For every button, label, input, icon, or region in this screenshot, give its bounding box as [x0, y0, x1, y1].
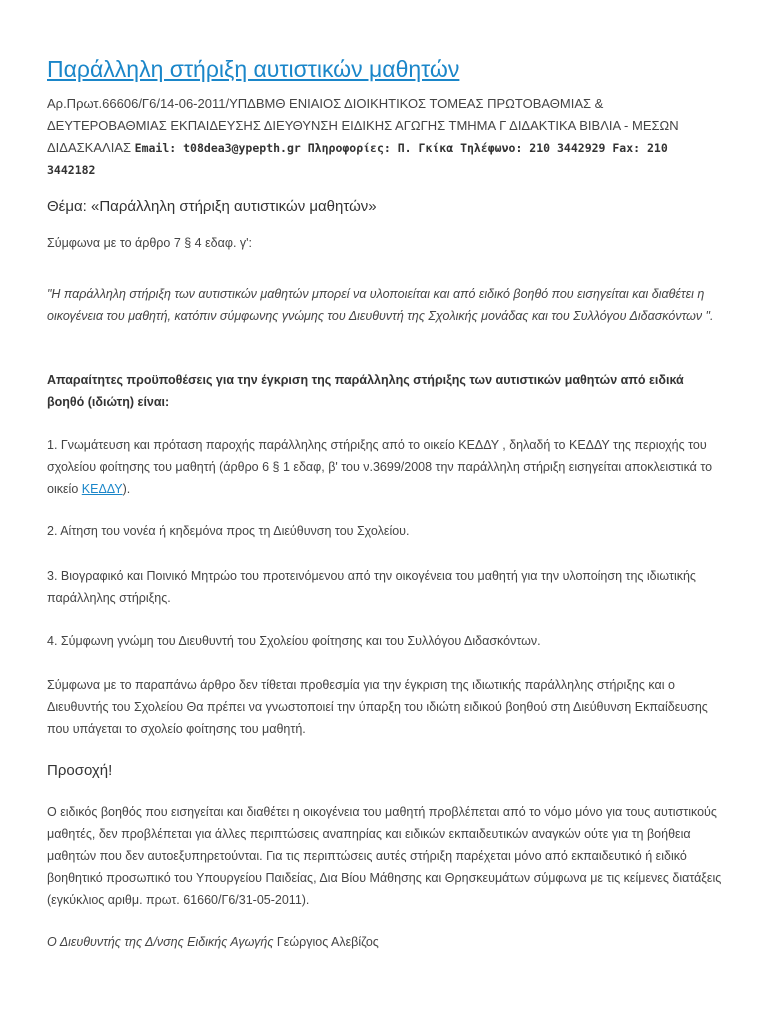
requirement-item-3: 3. Βιογραφικό και Ποινικό Μητρώο του προτεινόμενου από την οικογένεια του μαθητή για την υλοποίηση της ιδιωτικής παράλληλης στήριξης.	[47, 569, 696, 605]
protocol-text: Αρ.Πρωτ.66606/Γ6/14-06-2011/ΥΠΔΒΜΘ ΕΝΙΑΙΟΣ ΔΙΟΙΚΗΤΙΚΟΣ ΤΟΜΕΑΣ ΠΡΩΤΟΒΑΘΜΙΑΣ & ΔΕΥΤΕΡΟΒΑΘΜΙΑΣ ΕΚΠΑΙΔΕΥΣΗΣ ΔΙΕΥΘΥΝΣΗ ΕΙΔΙΚΗΣ ΑΓΩΓΗΣ ΤΜΗΜΑ Γ ΔΙΔΑΚΤΙΚΑ ΒΙΒΛΙΑ - ΜΕΣΩΝ ΔΙΔΑΣΚΑΛΙΑΣ	[47, 96, 679, 155]
according-text: Σύμφωνα με το άρθρο 7 § 4 εδαφ. γ':	[47, 236, 253, 250]
signature-role: Ο Διευθυντής της Δ/νσης Ειδικής Αγωγής	[47, 935, 274, 949]
attention-paragraph: Ο ειδικός βοηθός που εισηγείται και διαθέτει η οικογένεια του μαθητή προβλέπεται από το νόμο μόνο για τους αυτιστικούς μαθητές, δεν προβλέπεται για άλλες περιπτώσεις αναπηρίας και ειδικών εκπαιδευτικών αναγκών ούτε για τη βοήθεια μαθητών που δεν αυτοεξυπηρετούνται. Για τις περιπτώσεις αυτές στήριξη παρέχεται μόνο από εκπαιδευτικό ή ειδικό βοηθητικό προσωπικό του Υπουργείου Παιδείας, Δια Βίου Μάθησης και Θρησκευμάτων σύμφωνα με τις κείμενες διατάξεις (εγκύκλιος αριθμ. πρωτ. 61660/Γ6/31-05-2011).	[47, 805, 722, 907]
requirement-item-1-text: 1. Γνωμάτευση και πρόταση παροχής παράλληλης στήριξης από το οικείο ΚΕΔΔΥ , δηλαδή το ΚΕΔΔΥ της περιοχής του σχολείου φοίτησης του μαθητή (άρθρο 6 § 1 εδαφ, β' του ν.3699/2008 την παράλληλη στήριξη εισηγείται αποκλειστικά το οικείο	[47, 438, 713, 496]
requirement-item-2: 2. Αίτηση του νονέα ή κηδεμόνα προς τη Διεύθυνση του Σχολείου.	[47, 524, 410, 538]
requirements-heading: Απαραίτητες προϋποθέσεις για την έγκριση της παράλληλης στήριξης των αυτιστικών μαθητών από ειδικά βοηθό (ιδιώτη) είναι:	[47, 373, 684, 409]
requirement-item-1	[47, 434, 723, 500]
signature-name: Γεώργιος Αλεβίζος	[273, 935, 379, 949]
subject-heading: Θέμα: «Παράλληλη στήριξη αυτιστικών μαθητών»	[47, 198, 377, 215]
document-meta	[47, 93, 723, 181]
requirement-item-4: 4. Σύμφωνη γνώμη του Διευθυντή του Σχολείου φοίτησης και του Συλλόγου Διδασκόντων.	[47, 634, 541, 648]
signature	[47, 931, 723, 953]
contact-info: Email: t08dea3@ypepth.gr Πληροφορίες: Π. Γκίκα Τηλέφωνο: 210 3442929 Fax: 210 3442182	[47, 141, 668, 177]
quote-paragraph: "Η παράλληλη στήριξη των αυτιστικών μαθητών μπορεί να υλοποιείται και από ειδικό βοηθό που εισηγείται και διαθέτει η οικογένεια του μαθητή, κατόπιν σύμφωνης γνώμης του Διευθυντή της Σχολικής μονάδας και του Συλλόγου Διδασκόντων ".	[47, 287, 714, 323]
deadline-paragraph: Σύμφωνα με το παραπάνω άρθρο δεν τίθεται προθεσμία για την έγκριση της ιδιωτικής παράλληλης στήριξης και ο Διευθυντής του Σχολείου Θα πρέπει να γνωστοποιεί την ύπαρξη του ιδιώτη ειδικού βοηθού στη Διεύθυνση Εκπαίδευσης που υπάγεται το σχολείο φοίτησης του μαθητή.	[47, 678, 708, 736]
page-title[interactable]: Παράλληλη στήριξη αυτιστικών μαθητών	[47, 56, 460, 82]
requirement-item-1-tail: ).	[122, 482, 131, 496]
attention-heading: Προσοχή!	[47, 762, 113, 779]
keddy-link[interactable]: ΚΕΔΔΥ	[81, 482, 123, 496]
